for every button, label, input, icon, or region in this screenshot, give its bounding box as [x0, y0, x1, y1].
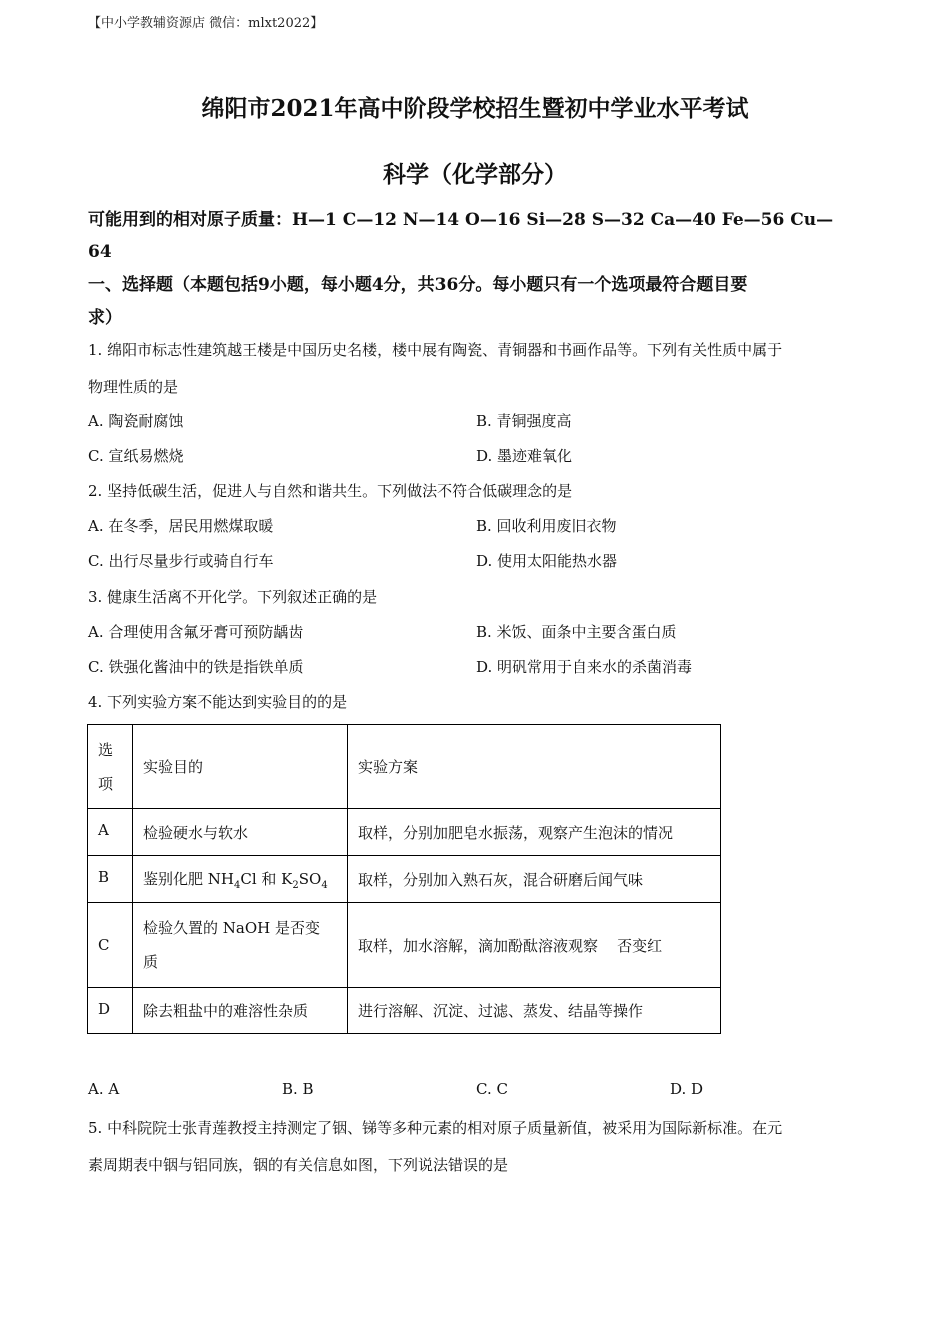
table-header-purpose: 实验目的 [133, 725, 348, 809]
q2-option-d: D. 使用太阳能热水器 [476, 552, 618, 570]
row-b-purpose: 鉴别化肥 $NH_4Cl$ 和 $K_2SO_4$ [133, 856, 348, 903]
atomic-masses-line2: 64 [88, 242, 112, 262]
experiment-table [87, 724, 721, 1034]
row-c-purpose-line2: 质 [143, 953, 159, 971]
table-row [88, 809, 721, 856]
q3-stem: 3. 健康生活离不开化学。下列叙述正确的是 [88, 588, 378, 606]
row-c-purpose [133, 903, 348, 988]
row-a-purpose: 检验硬水与软水 [133, 809, 348, 856]
q3-option-d: D. 明矾常用于自来水的杀菌消毒 [476, 658, 693, 676]
q2-option-b: B. 回收利用废旧衣物 [476, 517, 617, 535]
row-c-plan: 取样，加水溶解，滴加酚酞溶液观察 否变红 [348, 903, 721, 988]
q3-option-b: B. 米饭、面条中主要含蛋白质 [476, 623, 677, 641]
q1-option-a: A. 陶瓷耐腐蚀 [88, 412, 184, 430]
q1-stem-line2: 物理性质的是 [88, 378, 179, 396]
row-a-plan: 取样，分别加肥皂水振荡，观察产生泡沫的情况 [348, 809, 721, 856]
q3-option-c: C. 铁强化酱油中的铁是指铁单质 [88, 658, 304, 676]
row-d-option: D [88, 988, 133, 1034]
q4-option-a: A. A [88, 1080, 120, 1098]
q1-stem-line1: 1. 绵阳市标志性建筑越王楼是中国历史名楼，楼中展有陶瓷、青铜器和书画作品等。下列有关性质中属于 [88, 341, 783, 359]
row-b-option: B [88, 856, 133, 903]
q5-stem-line2: 素周期表中铟与铝同族，铟的有关信息如图，下列说法错误的是 [88, 1156, 509, 1174]
q4-option-b: B. B [282, 1080, 314, 1098]
row-d-purpose: 除去粗盐中的难溶性杂质 [133, 988, 348, 1034]
table-row [88, 988, 721, 1034]
q4-option-d: D. D [670, 1080, 704, 1098]
q4-stem: 4. 下列实验方案不能达到实验目的的是 [88, 693, 348, 711]
table-row [88, 856, 721, 903]
section-heading-line2: 求） [88, 308, 122, 328]
q1-option-d: D. 墨迹难氧化 [476, 447, 573, 465]
table-header-plan: 实验方案 [348, 725, 721, 809]
row-d-plan: 进行溶解、沉淀、过滤、蒸发、结晶等操作 [348, 988, 721, 1034]
header-option-char1: 选 [98, 740, 114, 759]
q4-option-c: C. C [476, 1080, 508, 1098]
atomic-masses-line1: 可能用到的相对原子质量：H—1 C—12 N—14 O—16 Si—28 S—32 Ca—40 Fe—56 Cu— [88, 210, 834, 230]
q1-option-c: C. 宣纸易燃烧 [88, 447, 184, 465]
table-header-option [88, 725, 133, 809]
q3-option-a: A. 合理使用含氟牙膏可预防龋齿 [88, 623, 304, 641]
q2-stem: 2. 坚持低碳生活，促进人与自然和谐共生。下列做法不符合低碳理念的是 [88, 482, 573, 500]
row-b-plan: 取样，分别加入熟石灰，混合研磨后闻气味 [348, 856, 721, 903]
row-c-option: C [88, 903, 133, 988]
table-row [88, 903, 721, 988]
q5-stem-line1: 5. 中科院院士张青莲教授主持测定了铟、锑等多种元素的相对原子质量新值，被采用为国际新标准。在元 [88, 1119, 783, 1137]
table-header-row [88, 725, 721, 809]
row-a-option: A [88, 809, 133, 856]
q2-option-c: C. 出行尽量步行或骑自行车 [88, 552, 274, 570]
section-heading-line1: 一、选择题（本题包括9小题，每小题4分，共36分。每小题只有一个选项最符合题目要 [88, 275, 748, 295]
header-option-char2: 项 [98, 774, 114, 793]
row-c-purpose-line1: 检验久置的 NaOH 是否变 [143, 919, 320, 937]
page-subtitle: 科学（化学部分） [383, 161, 567, 188]
page-title: 绵阳市2021年高中阶段学校招生暨初中学业水平考试 [201, 95, 749, 122]
q1-option-b: B. 青铜强度高 [476, 412, 572, 430]
header-tag: 【中小学教辅资源店 微信：mlxt2022】 [88, 16, 324, 31]
q2-option-a: A. 在冬季，居民用燃煤取暖 [88, 517, 274, 535]
